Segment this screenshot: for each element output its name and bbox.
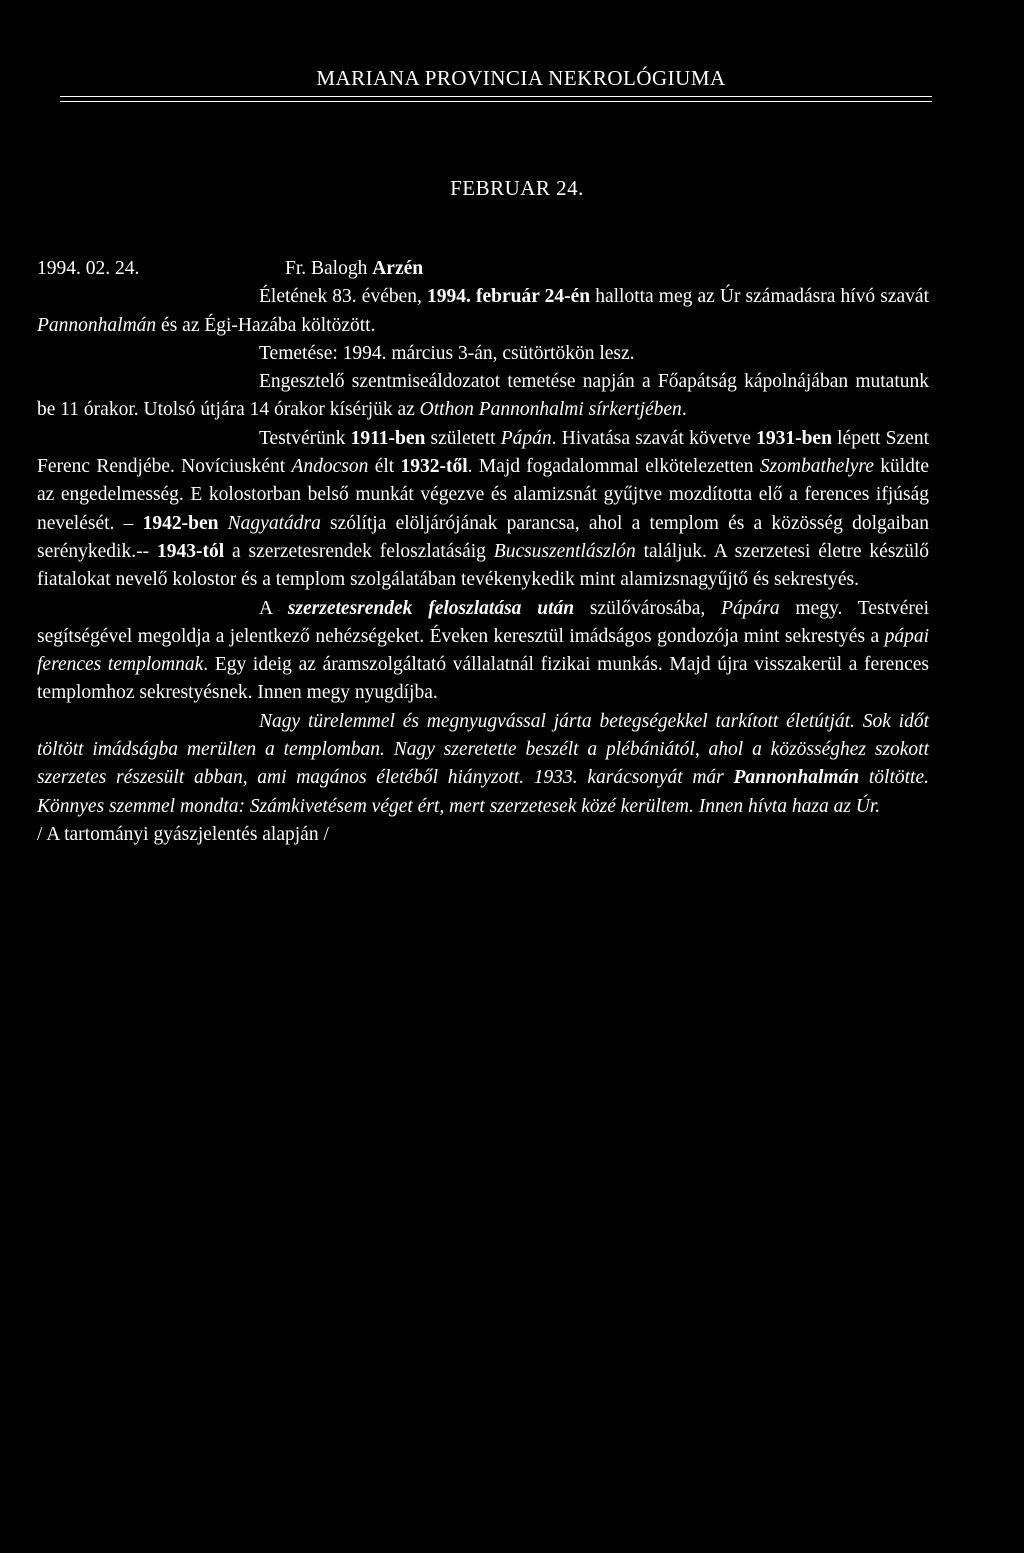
text-run: Pápára bbox=[721, 597, 780, 619]
text-run: . Egy ideig az áramszolgáltató vállalatnál fizikai munkás. Majd újra visszakerül a ferences templomhoz sekrestyésnek. Innen megy nyugdíjba. bbox=[37, 654, 929, 704]
entry-date: 1994. 02. 24. bbox=[37, 258, 140, 279]
paragraph-3 bbox=[37, 368, 929, 425]
entry-name-prefix: Fr. Balogh bbox=[285, 258, 373, 279]
text-run: pápai ferences templomnak bbox=[37, 625, 929, 676]
text-run: megy. Testvérei segítségével megoldja a jelentkező nehézségeket. Éveken keresztül imádságos gondozója mint sekrestyés a bbox=[37, 597, 929, 647]
paragraph-4 bbox=[37, 425, 929, 595]
entry-name-bold: Arzén bbox=[372, 258, 424, 279]
text-run bbox=[218, 513, 227, 534]
text-run: élt bbox=[368, 456, 401, 478]
text-run: Nagyatádra bbox=[227, 512, 321, 534]
text-run: Andocson bbox=[291, 456, 369, 478]
text-run: és az Égi-Hazába költözött. bbox=[156, 314, 376, 336]
text-run: Engesztelő szentmiseáldozatot temetése napján a Főapátság kápolnájában mutatunk be 11 órakor. Utolsó útjára 14 órakor kísérjük az bbox=[37, 371, 929, 421]
text-run: Otthon Pannonhalmi sírkertjében bbox=[419, 399, 682, 421]
text-run: . bbox=[681, 399, 687, 421]
date-heading bbox=[0, 176, 1024, 201]
text-run: a szerzetesrendek feloszlatásáig bbox=[224, 540, 494, 562]
page-header bbox=[0, 66, 1024, 91]
text-run: hallotta meg az Úr számadásra hívó szavát bbox=[590, 286, 929, 308]
text-run: Pannonhalmán bbox=[37, 314, 157, 336]
text-run bbox=[733, 767, 859, 788]
text-run: Nagy türelemmel és megnyugvással járta betegségekkel tarkított életútját. Sok időt töltött imádságba merülten a templomban. Nagy szeretette beszélt a plébániától, ahol a közösséghez szokott szerzetes részesült abban, ami magános életéből hiányzott. 1933. karácsonyát már bbox=[37, 710, 929, 789]
text-run: szólítja elöljárójának parancsa, ahol a templom és a közösség dolgaiban serénykedik.-- bbox=[37, 512, 930, 562]
paragraph-5 bbox=[37, 595, 929, 708]
text-run: szülővárosába, bbox=[574, 597, 722, 619]
text-run: találjuk. A szerzetesi életre készülő fiatalokat nevelő kolostor és a templom szolgálatában tevékenykedik mint alamizsnagyűjtő és sekrestyés. bbox=[37, 540, 929, 591]
text-run: Testvérünk bbox=[259, 427, 351, 449]
text-run: küldte az engedelmesség. E kolostorban belső munkát végezve és alamizsnát gyűjtve mozdította elő a ferences ifjúság nevelését. – bbox=[37, 456, 929, 534]
text-run: 1911-ben bbox=[350, 427, 426, 449]
header-rule-bottom bbox=[60, 101, 932, 102]
text-run: 1932-től bbox=[400, 456, 468, 478]
text-run: . Hivatása szavát követve bbox=[551, 427, 757, 449]
header-title: MARIANA PROVINCIA NEKROLÓGIUMA bbox=[316, 66, 726, 90]
text-run: Életének 83. évében, bbox=[259, 286, 427, 308]
text-run: Szombathelyre bbox=[759, 456, 874, 478]
text-run: született bbox=[425, 427, 501, 449]
closing-note: / A tartományi gyászjelentés alapján / bbox=[37, 823, 329, 845]
text-run: szerzetesrendek feloszlatása után bbox=[287, 597, 575, 619]
entry-name bbox=[285, 255, 423, 283]
text-run bbox=[288, 598, 574, 619]
text-run: Bucsuszentlászlón bbox=[493, 540, 636, 562]
date-heading-text: FEBRUAR 24. bbox=[450, 176, 584, 200]
text-run: töltötte. Könnyes szemmel mondta: Számkivetésem véget ért, mert szerzetesek közé kerültem. Innen hívta haza az Úr. bbox=[37, 767, 929, 817]
text-run: 1931-ben bbox=[756, 427, 832, 449]
paragraph-2 bbox=[37, 340, 929, 368]
text-run: Pápán bbox=[500, 427, 552, 449]
obituary-body bbox=[37, 255, 929, 849]
paragraph-6 bbox=[37, 708, 929, 821]
paragraph-1 bbox=[37, 283, 929, 340]
text-run: . Majd fogadalommal elkötelezetten bbox=[467, 456, 760, 478]
text-run: Temetése: 1994. március 3-án, csütörtökön lesz. bbox=[259, 342, 635, 364]
text-run: A bbox=[259, 597, 288, 619]
text-run: 1942-ben bbox=[142, 512, 219, 534]
text-run: lépett Szent Ferenc Rendjébe. Novíciusként bbox=[37, 427, 929, 478]
header-rule-top bbox=[60, 96, 932, 97]
text-run: Pannonhalmán bbox=[733, 767, 860, 789]
entry-line bbox=[37, 255, 929, 283]
text-run: 1943-tól bbox=[156, 540, 225, 562]
text-run: 1994. február 24-én bbox=[426, 286, 591, 308]
